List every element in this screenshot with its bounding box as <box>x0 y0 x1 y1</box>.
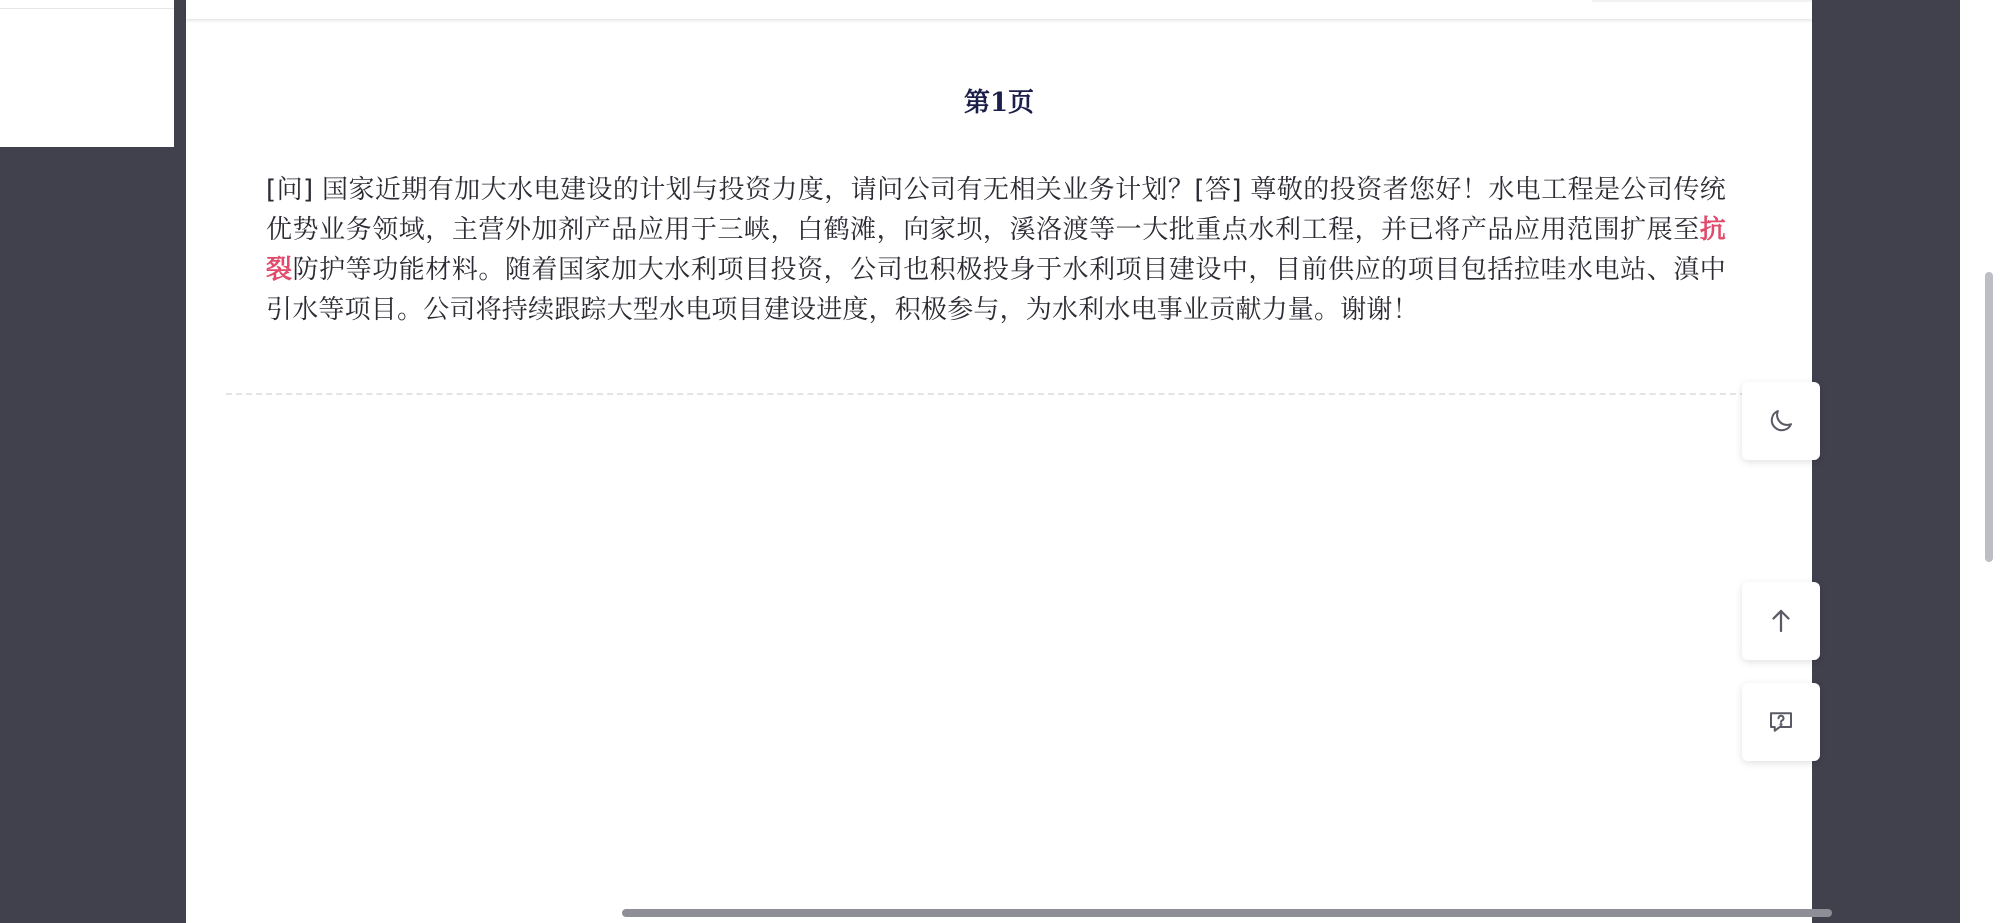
page-title: 第1页 <box>963 88 1035 118</box>
help-feedback-button[interactable] <box>1742 683 1820 761</box>
document-page <box>186 0 1812 923</box>
arrow-up-icon <box>1766 606 1796 636</box>
highlighted-keyword: 抗裂 <box>266 215 1726 285</box>
back-to-top-button[interactable] <box>1742 582 1820 660</box>
help-chat-icon <box>1766 707 1796 737</box>
left-panel <box>0 0 174 147</box>
dark-mode-button[interactable] <box>1742 382 1820 460</box>
document-top-bar <box>186 0 1812 19</box>
vertical-scrollbar-thumb[interactable] <box>1985 272 1993 562</box>
page-separator <box>226 393 1786 395</box>
horizontal-scrollbar-thumb[interactable] <box>622 909 1832 917</box>
content-text-continued: 防护等功能材料。随着国家加大水利项目投资，公司也积极投身于水利项目建设中，目前供应的项目包括拉哇水电站、滇中引水等项目。公司将持续跟踪大型水电项目建设进度，积极参与，为水利水电事业贡献力量。谢谢！ <box>266 255 1726 325</box>
top-bar-tab-edge <box>1592 0 1812 2</box>
moon-icon <box>1766 406 1796 436</box>
vertical-scrollbar-track[interactable] <box>1960 0 2000 923</box>
content-text: [问] 国家近期有加大水电建设的计划与投资力度，请问公司有无相关业务计划？[答] 尊敬的投资者您好！水电工程是公司传统优势业务领域，主营外加剂产品应用于三峡，白鹤滩，向家坝，溪洛渡等一大批重点水利工程，并已将产品应用范围扩展至 <box>266 175 1726 245</box>
left-panel-divider <box>0 8 174 9</box>
document-content <box>266 170 1726 330</box>
